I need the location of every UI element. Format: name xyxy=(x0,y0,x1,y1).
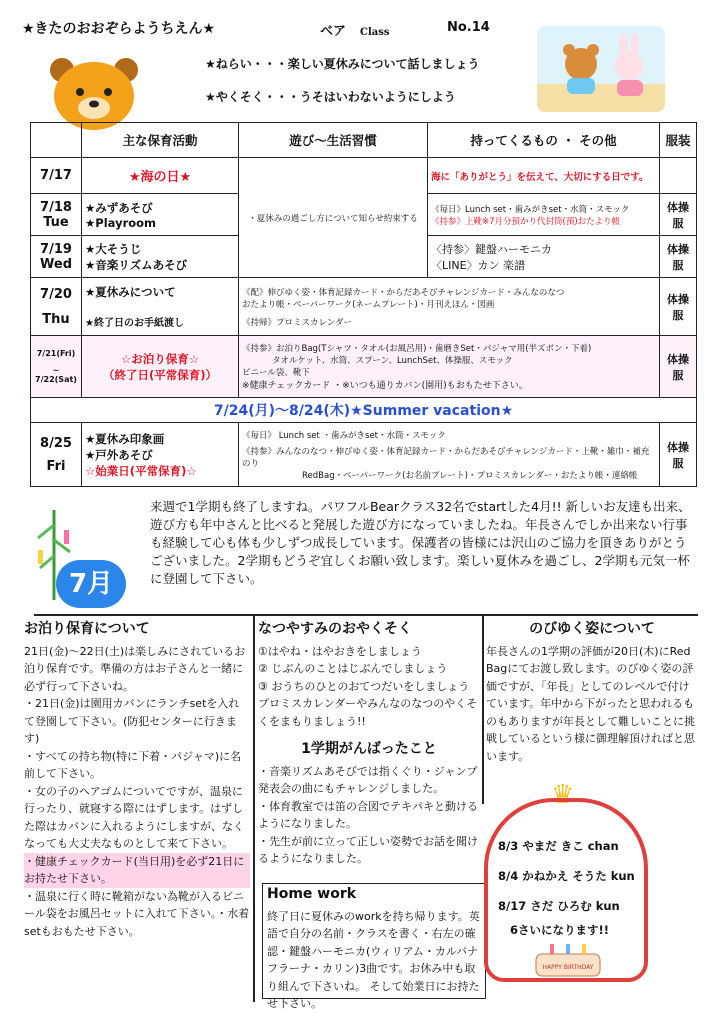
crown-icon: ♛ xyxy=(551,780,575,810)
bear-face-illustration xyxy=(48,52,140,132)
stay-section xyxy=(24,621,250,940)
growth-title: のびゆく姿について xyxy=(529,621,655,637)
row-date: 8/25 Fri xyxy=(31,423,82,487)
birthday-footer: 6さいになります!! xyxy=(510,923,609,937)
table-row xyxy=(31,336,697,398)
table-row xyxy=(31,423,697,487)
row-date: 7/18 Tue xyxy=(31,194,82,236)
term-line: ・体育教室では笛の合図でテキパキと動けるようになりました。 xyxy=(258,799,478,830)
birthday-entry: 8/17 さだ ひろむ kun xyxy=(498,899,620,913)
row-items: 《毎日》 Lunch set ・歯みがきset・水筒・スモック 《持参》みんなのなつ・伸びゆく姿・体育記録カード・からだあそびチャレンジカード・上靴・雑巾・補充のり RedBag・ベーパーワーク(お名前プレート)・プロミスカレンダー・おたより帳・連絡帳 xyxy=(239,423,660,487)
row-wear: 体操服 xyxy=(660,336,697,398)
cake-label: HAPPY BIRTHDAY xyxy=(542,964,594,971)
row-items: 〈持参〉鍵盤ハーモニカ 〈LINE〉カン 楽譜 xyxy=(428,236,660,278)
issue-number: No.14 xyxy=(447,20,490,35)
summer-promise-section xyxy=(258,621,480,730)
growth-text: 年長さんの1学期の評価が20日(木)にRed Bagにてお渡し致します。のびゆく姿の評価ですが、「年長」としてのレベルで付けています。年中から下がったと思われるものもありますが年長として難しいことに挑戦しているという様に御理解頂ければと思います。 xyxy=(486,644,695,763)
promise-line: プロミスカレンダーやみんなのなつのやくそくをまもりましょう!! xyxy=(258,697,478,728)
summer-vacation-banner: 7/24(月)～8/24(木)★Summer vacation★ xyxy=(31,398,697,423)
homework-section xyxy=(262,883,486,1010)
growth-section xyxy=(486,621,698,765)
teacher-message: 来週で1学期も終了しますね。パワフルBearクラス32名でstartした4月!! 新しいお友達も出来、遊び方も年中さんと比べると発展した遊び方になっていましたね。年長さんでしか出来ない行事も経験して心も体も少しずつ成長しています。保護者の皆様には沢山のご協力を頂きありがとうございました。2学期もどうぞ宜しくお願い致します。楽しい夏休みを過ごし、2学期も元気一杯に登園して下さい。 xyxy=(150,499,691,586)
row-items: 《持参》お泊りBag(Tシャツ・タオル(お風呂用)・歯磨きSet・パジャマ用(半ズボン・下着) タオルケット、水筒、スプーン、LunchSet、体操服、スモック ビニール袋、靴下 ※健康チェックカード ・※いつも通りカバン(園用)もおもたせ下さい。 xyxy=(239,336,660,398)
play-header: 遊び～生活習慣 xyxy=(239,123,428,158)
term-line: ・音楽リズムあそびでは指くぐり・ジャンプ発表会の曲にもチャレンジしました。 xyxy=(258,764,478,795)
beach-illustration xyxy=(537,26,665,112)
birthday-entry: 8/4 かねかえ そうた kun xyxy=(498,869,635,883)
row-date: 7/17 xyxy=(31,158,82,194)
activities-header: 主な保育活動 xyxy=(82,123,239,158)
row-activity: ★海の日★ xyxy=(82,158,239,194)
row-items: 海に「ありがとう」を伝えて、大切にする日です。 xyxy=(428,158,660,194)
row-wear xyxy=(660,158,697,194)
row-wear: 体操服 xyxy=(660,236,697,278)
birthday-cake-illustration xyxy=(528,940,608,980)
row-date: 7/20 Thu xyxy=(31,278,82,336)
aim-text: ★ねらい・・・楽しい夏休みについて話しましょう xyxy=(205,57,480,71)
term-title: 1学期がんばったこと xyxy=(301,741,437,757)
table-row xyxy=(31,158,697,194)
weekly-schedule-table xyxy=(30,122,697,487)
row-activity: ☆お泊り保育☆ （終了日(平常保育)） xyxy=(82,336,239,398)
row-items: 《配》伸びゆく姿・体育記録カード・からだあそびチャレンジカード・みんなのなつ おたより帳・ベーパーワーク(ネームプレート)・月刊えほん・図画 《持帰》プロミスカレンダー xyxy=(239,278,660,336)
row-wear: 体操服 xyxy=(660,423,697,487)
stay-line: ・すべての持ち物(特に下着・パジャマ)に名前して下さい。 xyxy=(24,749,242,780)
row-activity: ★大そうじ ★音楽リズムあそび xyxy=(82,236,239,278)
stay-title: お泊り保育について xyxy=(24,621,150,637)
items-header: 持ってくるもの ・ その他 xyxy=(428,123,660,158)
stay-line: ・女の子のヘアゴムについてですが、温泉に行ったり、就寝する際にはずします。はずした際はカバンに入れるようにしますが、なくなっても大丈夫なものとして来て下さい。 xyxy=(24,784,244,850)
wear-header: 服装 xyxy=(660,123,697,158)
row-wear: 体操服 xyxy=(660,194,697,236)
term-section xyxy=(258,741,480,868)
table-row xyxy=(31,398,697,423)
table-row xyxy=(31,278,697,336)
school-name: ★きたのおおぞらようちえん★ xyxy=(22,21,216,37)
row-date: 7/21(Fri) ~ 7/22(Sat) xyxy=(31,336,82,398)
row-activity: ★夏休みについて ★終了日のお手紙渡し xyxy=(82,278,239,336)
homework-title: Home work xyxy=(267,886,357,902)
class-name: ベア Class xyxy=(320,24,390,39)
term-line: ・先生が前に立って正しい姿勢でお話を聞けるようになりました。 xyxy=(258,834,478,865)
stay-line: 21日(金)～22日(土)は楽しみにされているお泊り保育です。準備の方はお子さんと一緒に必ず行って下さいね。 xyxy=(24,644,246,693)
stay-line: ・温泉に行く時に靴箱がない為靴が入るビニール袋をお風呂セットに入れて下さい。・水着setもおもたせ下さい。 xyxy=(24,889,250,938)
row-play: ・夏休みの過ごし方について知らせ約束する xyxy=(239,158,428,278)
summer-promise-title: なつやすみのおやくそく xyxy=(258,621,412,637)
promise-text: ★やくそく・・・うそはいわないようにしよう xyxy=(205,90,456,104)
promise-line: ② じぶんのことはじぶんでしましょう xyxy=(258,662,448,675)
row-items: 《毎日》Lunch set・歯みがきset・水筒・スモック 《持参》上靴※7月分預かり代封筒(預)おたより帳 xyxy=(428,194,660,236)
homework-text: 終了日に夏休みのworkを持ち帰ります。英語で自分の名前・クラスを書く・右左の確認・鍵盤ハーモニカ(ウィリアム・カルバナフラーナ・カリン)3曲です。お休み中も取り組んで下さいね。 そして始業日にお持たせ下さい。 xyxy=(267,909,480,1010)
stay-line: ・健康チェックカード(当日用)を必ず21日にお持たせ下さい。 xyxy=(24,853,250,888)
promise-line: ①はやね・はやおきをしましょう xyxy=(258,644,422,658)
row-activity: ★夏休み印象画 ★戸外あそび ☆始業日(平常保育)☆ xyxy=(82,423,239,487)
row-wear: 体操服 xyxy=(660,278,697,336)
row-activity: ★みずあそび ★Playroom xyxy=(82,194,239,236)
promise-line: ③ おうちのひとのおてつだいをしましょう xyxy=(258,679,470,693)
stay-line: ・21日(金)は園用カバンにランチsetを入れて登園して下さい。(防犯センターに行きます) xyxy=(24,697,240,745)
row-date: 7/19 Wed xyxy=(31,236,82,278)
month-badge: 7月 xyxy=(56,560,126,608)
date-header xyxy=(31,123,82,158)
birthday-entry: 8/3 やまだ きこ chan xyxy=(498,839,619,853)
